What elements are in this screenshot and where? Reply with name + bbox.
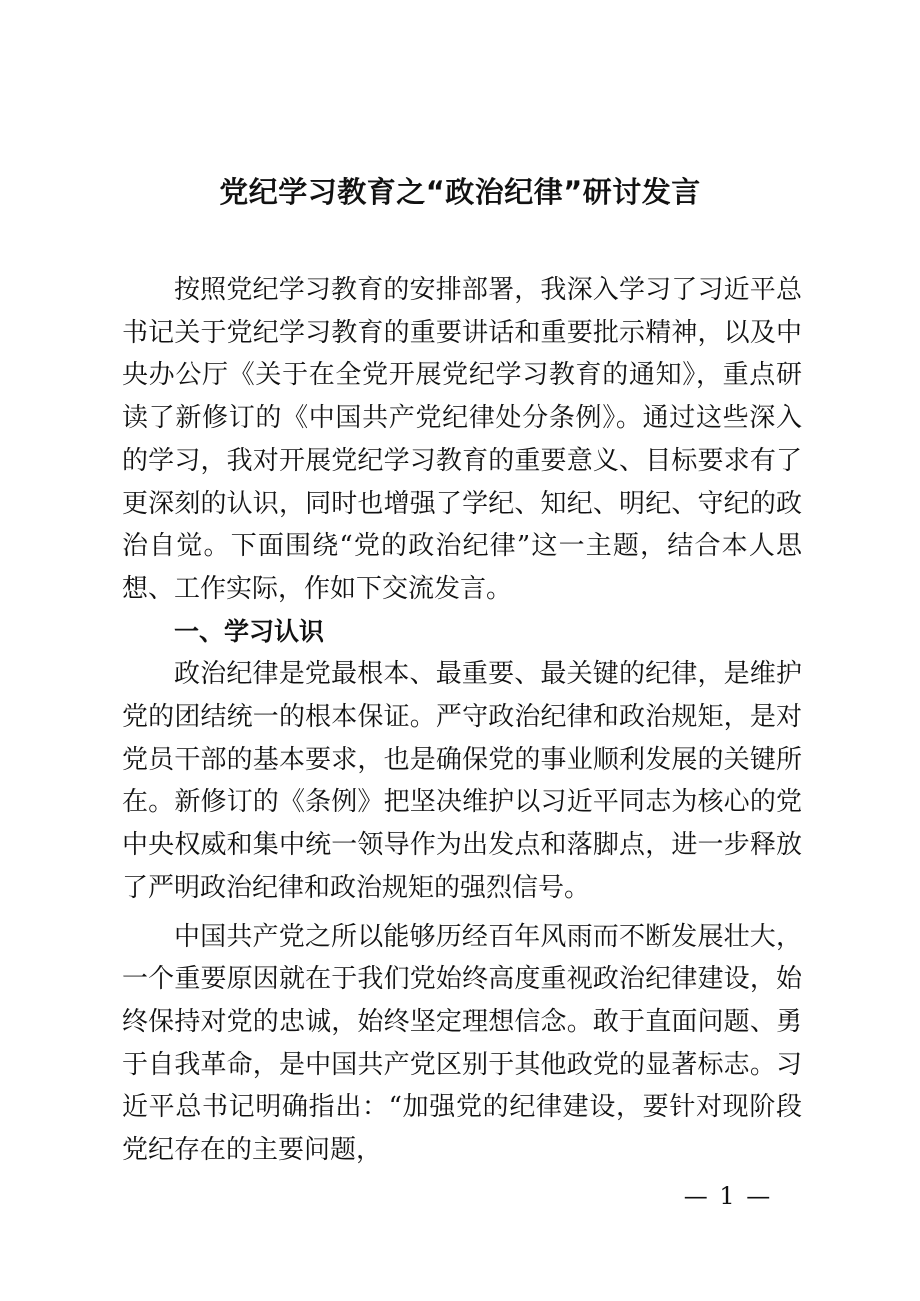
document-body bbox=[122, 269, 802, 1172]
page-number: — 1 — bbox=[683, 1182, 773, 1210]
section1-paragraph-2: 中国共产党之所以能够历经百年风雨而不断发展壮大，一个重要原因就在于我们党始终高度重视政治纪律建设，始终保持对党的忠诚，始终坚定理想信念。敢于直面问题、勇于自我革命，是中国共产党区别于其他政党的显著标志。习近平总书记明确指出：“加强党的纪律建设，要针对现阶段党纪存在的主要问题， bbox=[122, 921, 802, 1166]
section-heading-learning: 一、学习认识 bbox=[174, 616, 325, 646]
section1-paragraph-1: 政治纪律是党最根本、最重要、最关键的纪律，是维护党的团结统一的根本保证。严守政治纪律和政治规矩，是对党员干部的基本要求，也是确保党的事业顺利发展的关键所在。新修订的《条例》把坚决维护以习近平同志为核心的党中央权威和集中统一领导作为出发点和落脚点，进一步释放了严明政治纪律和政治规矩的强烈信号。 bbox=[122, 659, 802, 903]
document-title: 党纪学习教育之“政治纪律”研讨发言 bbox=[219, 175, 701, 209]
intro-paragraph: 按照党纪学习教育的安排部署，我深入学习了习近平总书记关于党纪学习教育的重要讲话和重要批示精神，以及中央办公厅《关于在全党开展党纪学习教育的通知》，重点研读了新修订的《中国共产党纪律处分条例》。通过这些深入的学习，我对开展党纪学习教育的重要意义、目标要求有了更深刻的认识，同时也增强了学纪、知纪、明纪、守纪的政治自觉。下面围绕“党的政治纪律”这一主题，结合本人思想、工作实际，作如下交流发言。 bbox=[122, 275, 802, 604]
